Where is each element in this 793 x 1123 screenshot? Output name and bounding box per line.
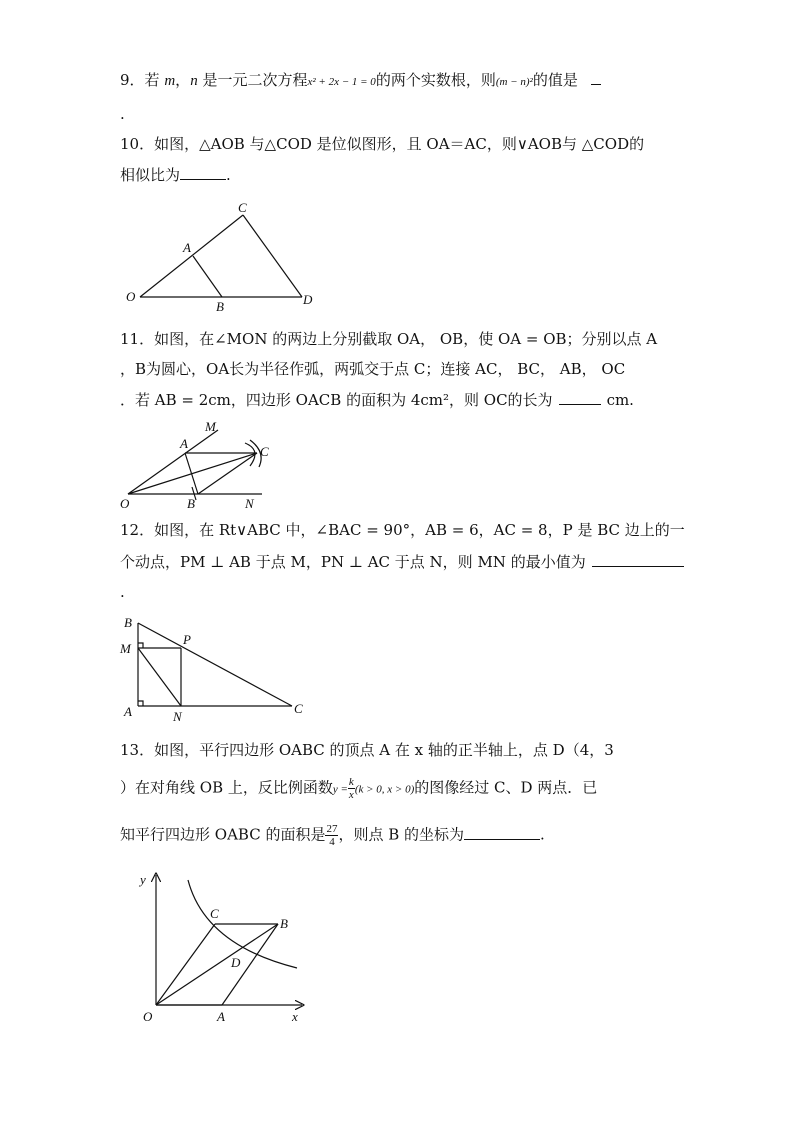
q11-label-C: C bbox=[260, 444, 269, 459]
q11-line3: ．若 AB = 2cm，四边形 OACB 的面积为 4cm²，则 OC的长为 cm. bbox=[120, 391, 634, 409]
q10-label-C: C bbox=[238, 200, 247, 215]
q13-label-O: O bbox=[143, 1009, 153, 1024]
q13-line-OB bbox=[156, 924, 278, 1005]
q12-line2: 个动点，PM ⊥ AB 于点 M，PN ⊥ AC 于点 N，则 MN 的最小值为 bbox=[120, 552, 684, 572]
q10-label-A: A bbox=[183, 240, 191, 255]
q12-label-C: C bbox=[294, 701, 303, 716]
q12-label-A: A bbox=[124, 704, 132, 719]
q11-label-A: A bbox=[180, 436, 188, 451]
q11-number: 11． bbox=[120, 330, 155, 348]
q13-label-y: y bbox=[140, 872, 146, 887]
q13-label-A: A bbox=[217, 1009, 225, 1024]
q11-label-M: M bbox=[205, 419, 216, 434]
q10-label-B: B bbox=[216, 299, 224, 314]
q13-function-fraction: $\frac{k}{x}$ bbox=[348, 776, 354, 801]
q11-label-B: B bbox=[187, 496, 195, 511]
q12-line3: . bbox=[120, 583, 125, 601]
q13-label-B: B bbox=[280, 916, 288, 931]
q10-label-O: O bbox=[126, 289, 136, 304]
q13-line-OC bbox=[156, 924, 215, 1005]
q9-expression: (m − n)² bbox=[495, 76, 533, 88]
q13-line1: 13．如图，平行四边形 OABC 的顶点 A 在 x 轴的正半轴上，点 D（4，3 bbox=[120, 741, 614, 759]
q10-label-D: D bbox=[303, 292, 313, 307]
q12-line1: 12．如图，在 Rt∨ABC 中，∠BAC = 90°，AB = 6，AC = 8，P 是 BC 边上的一 bbox=[120, 521, 685, 539]
q10-number: 10． bbox=[120, 135, 155, 153]
q9-number: 9． bbox=[120, 71, 145, 89]
q12-number: 12． bbox=[120, 521, 155, 539]
q11-line1: 11．如图，在∠MON 的两边上分别截取 OA， OB，使 OA = OB；分别以点 A bbox=[120, 330, 658, 348]
q12-label-N: N bbox=[173, 709, 182, 724]
q10-line2: 相似比为 . bbox=[120, 166, 231, 184]
q13-label-C: C bbox=[210, 906, 219, 921]
q11-line2: ，B为圆心，OA长为半径作弧，两弧交于点 C；连接 AC， BC， AB， OC bbox=[120, 360, 626, 378]
q10-line1: 10．如图，△AOB 与△COD 是位似图形，且 OA＝AC，则∨AOB与 △COD的 bbox=[120, 135, 645, 153]
q12-label-P: P bbox=[183, 632, 191, 647]
q11-label-O: O bbox=[120, 496, 130, 511]
q13-line2: ）在对角线 OB 上，反比例函数y = $\frac{k}{x}$ (k > 0, x > 0)的图像经过 C、D 两点．已 bbox=[120, 776, 598, 801]
q9-equation: x² + 2x − 1 = 0 bbox=[307, 76, 376, 88]
q9-line1: 9．若 m，n 是一元二次方程x² + 2x − 1 = 0的两个实数根，则(m − n)²的值是 bbox=[120, 70, 601, 92]
q9-line2: . bbox=[120, 105, 125, 123]
q13-line3: 知平行四边形 OABC 的面积是 $\frac{27}{4}$ ，则点 B 的坐标为 . bbox=[120, 823, 545, 848]
q12-label-B: B bbox=[124, 615, 132, 630]
q13-area-fraction: $\frac{27}{4}$ bbox=[326, 823, 338, 848]
q13-number: 13． bbox=[120, 741, 155, 759]
q11-label-N: N bbox=[245, 496, 254, 511]
q13-label-x: x bbox=[292, 1009, 298, 1024]
q12-label-M: M bbox=[120, 641, 131, 656]
q13-label-D: D bbox=[231, 955, 241, 970]
